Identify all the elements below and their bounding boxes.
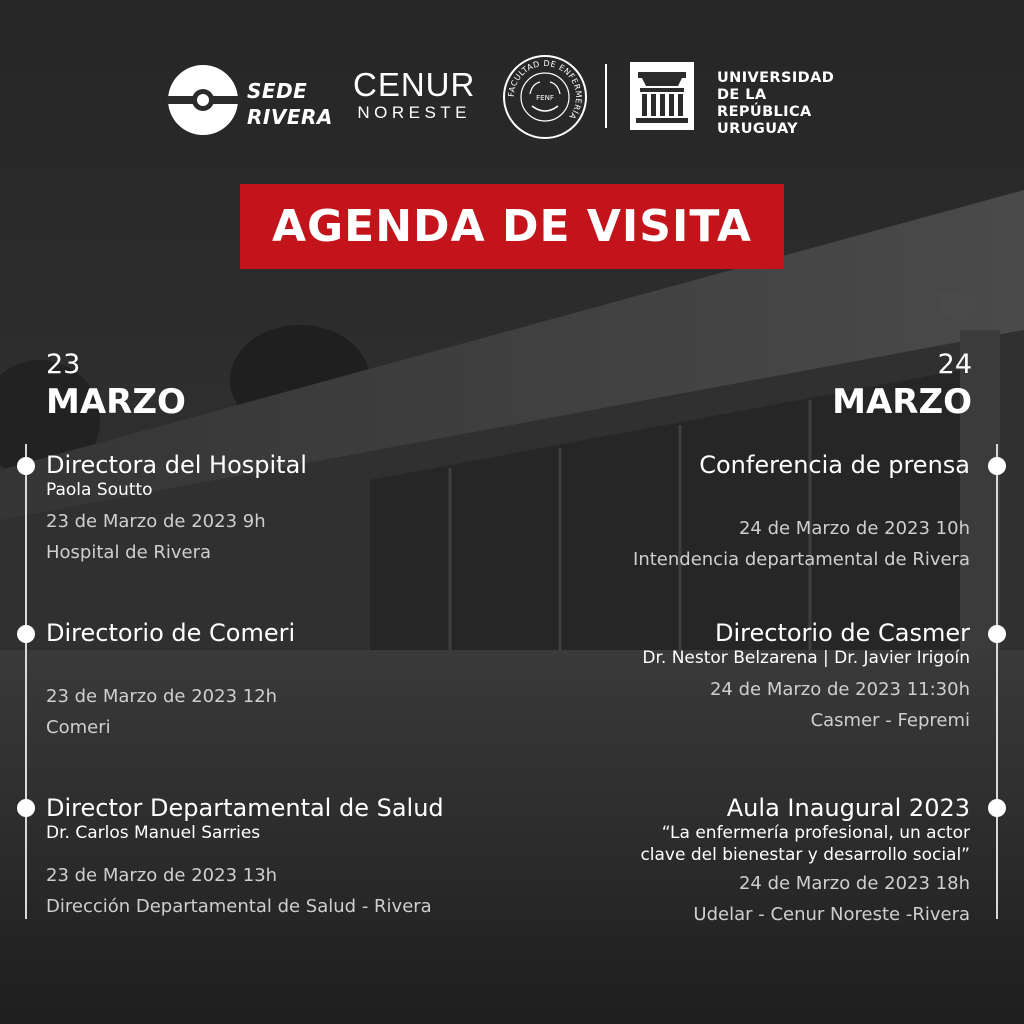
timeline-dot	[17, 457, 35, 475]
event-place: Intendencia departamental de Rivera	[633, 549, 970, 570]
sede-rivera-icon	[167, 64, 239, 136]
udelar-building-icon	[630, 62, 694, 130]
event-title: Director Departamental de Salud	[46, 794, 444, 822]
page-title: AGENDA DE VISITA	[272, 201, 752, 252]
event-place: Casmer - Fepremi	[810, 710, 970, 731]
event-place: Udelar - Cenur Noreste -Rivera	[693, 904, 970, 925]
sede-line2: RIVERA	[247, 105, 333, 129]
event-date: 23 de Marzo de 2023 9h	[46, 511, 266, 532]
event-item	[46, 619, 516, 740]
timeline-dot	[988, 625, 1006, 643]
timeline-right	[996, 444, 998, 919]
event-place: Comeri	[46, 717, 111, 738]
event-place: Dirección Departamental de Salud - Rivera	[46, 896, 432, 917]
cenur-noreste-logo	[353, 68, 475, 124]
event-date: 24 de Marzo de 2023 11:30h	[709, 679, 970, 700]
day-month: MARZO	[46, 382, 186, 422]
seal-initials: FENF	[536, 94, 554, 102]
event-title: Aula Inaugural 2023	[726, 794, 970, 822]
udelar-line2: DE LA REPÚBLICA	[717, 87, 812, 120]
logo-divider	[605, 64, 607, 128]
event-place: Hospital de Rivera	[46, 542, 212, 563]
timeline-dot	[988, 457, 1006, 475]
event-subtitle: Dr. Carlos Manuel Sarries	[46, 823, 261, 843]
title-banner	[240, 184, 784, 269]
logo-bar	[165, 52, 865, 152]
cenur-line1: CENUR	[353, 66, 476, 103]
day-number: 24	[937, 349, 972, 380]
udelar-logo-text	[717, 70, 865, 138]
event-item	[46, 794, 516, 919]
event-subtitle: Dr. Nestor Belzarena | Dr. Javier Irigoín	[642, 648, 970, 668]
event-title: Directorio de Casmer	[715, 619, 970, 647]
event-item	[500, 619, 970, 733]
event-item	[46, 451, 516, 565]
event-title: Directora del Hospital	[46, 451, 307, 479]
timeline-dot	[988, 799, 1006, 817]
sede-rivera-logo	[165, 60, 340, 140]
event-subtitle: Paola Soutto	[46, 480, 153, 500]
udelar-line3: URUGUAY	[717, 121, 799, 137]
event-date: 24 de Marzo de 2023 10h	[738, 518, 970, 539]
event-title: Directorio de Comeri	[46, 619, 296, 647]
udelar-line1: UNIVERSIDAD	[717, 70, 835, 86]
event-date: 23 de Marzo de 2023 13h	[46, 865, 278, 886]
timeline-dot	[17, 799, 35, 817]
event-date: 24 de Marzo de 2023 18h	[738, 873, 970, 894]
event-subtitle: “La enfermería profesional, un actor	[661, 823, 970, 843]
day-number: 23	[46, 349, 81, 380]
seal-ring-text: FACULTAD DE ENFERMERÍA	[506, 58, 584, 122]
event-subtitle: clave del bienestar y desarrollo social”	[640, 845, 970, 865]
event-title: Conferencia de prensa	[699, 451, 970, 479]
day-month: MARZO	[832, 382, 972, 422]
event-date: 23 de Marzo de 2023 12h	[46, 686, 278, 707]
event-item	[500, 794, 970, 927]
cenur-line2: NORESTE	[357, 103, 472, 122]
timeline-dot	[17, 625, 35, 643]
event-item	[500, 451, 970, 572]
sede-line1: SEDE	[247, 79, 308, 103]
day-header-24	[832, 349, 972, 423]
timeline-left	[25, 444, 27, 919]
day-header-23	[46, 349, 186, 423]
facultad-enfermeria-seal	[502, 54, 588, 140]
